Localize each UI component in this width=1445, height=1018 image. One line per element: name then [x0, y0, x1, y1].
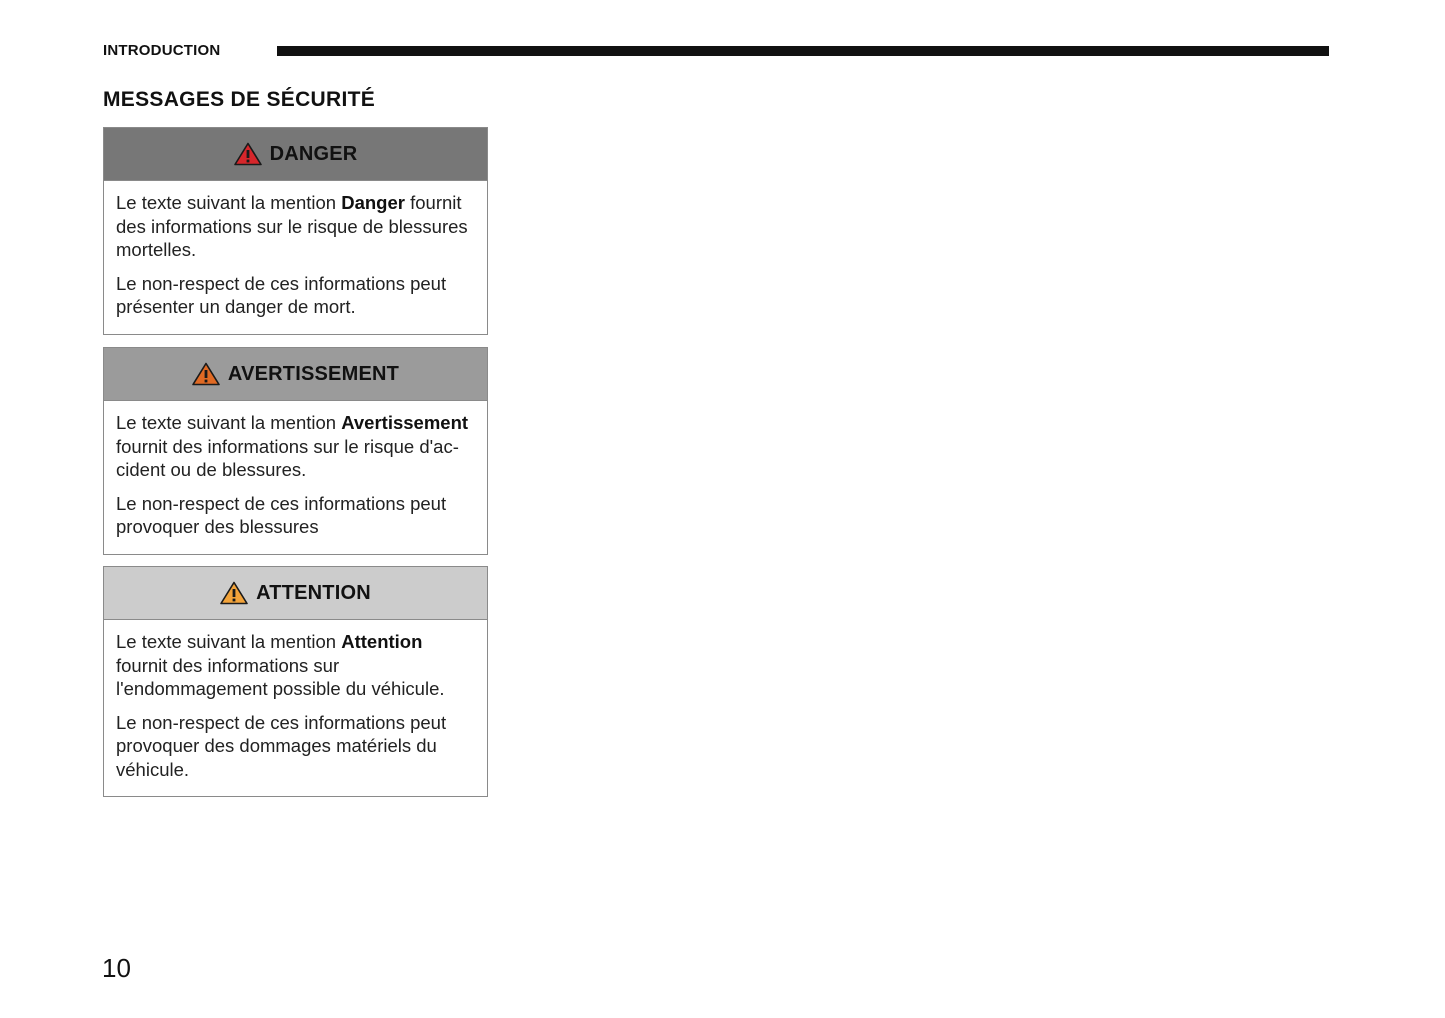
- danger-notice-header: [104, 128, 487, 181]
- page-number: 10: [102, 953, 131, 983]
- header-rule: [277, 46, 1329, 56]
- caution-p1-keyword: Attention: [341, 631, 423, 652]
- warning-notice-label: AVERTISSEMENT: [227, 362, 400, 385]
- caution-p1-text-start: Le texte suivant la mention: [116, 631, 342, 652]
- danger-notice-label: DANGER: [269, 142, 358, 165]
- warning-p1-keyword: Avertissement: [341, 412, 469, 433]
- warning-p1-text-start: Le texte suivant la mention: [116, 412, 342, 433]
- danger-notice-paragraph-2: Le non-respect de ces informations peut présenter un danger de mort.: [116, 272, 447, 317]
- caution-p1-text-end: fournit des informations sur l'endommagement possible du véhicule.: [116, 654, 445, 699]
- danger-p1-text-start: Le texte suivant la mention: [116, 192, 342, 213]
- danger-p1-keyword: Danger: [341, 192, 405, 213]
- caution-notice-paragraph-1: [116, 630, 475, 701]
- running-head: INTRODUCTION: [103, 42, 221, 59]
- warning-notice-body: [104, 401, 487, 549]
- danger-notice-paragraph-1: [116, 191, 475, 262]
- warning-notice-header: [104, 348, 487, 401]
- caution-notice-header: [104, 567, 487, 620]
- warning-p1-text-end: fournit des informations sur le risque d'ac-cident ou de blessures.: [116, 435, 459, 480]
- danger-p1-text-end: fournit des informations sur le risque de blessures mortelles.: [116, 192, 468, 260]
- danger-notice-body: [104, 181, 487, 329]
- warning-triangle-orange-icon: [192, 362, 220, 386]
- caution-notice-body: [104, 620, 487, 791]
- caution-notice-paragraph-2: Le non-respect de ces informations peut provoquer des dommages matériels du véhicule.: [116, 711, 447, 780]
- warning-triangle-red-icon: [234, 142, 262, 166]
- caution-notice: [103, 566, 488, 797]
- warning-notice-paragraph-1: [116, 411, 475, 482]
- section-title: MESSAGES DE SÉCURITÉ: [103, 88, 376, 111]
- warning-notice: [103, 347, 488, 555]
- danger-notice: [103, 127, 488, 335]
- warning-notice-paragraph-2: Le non-respect de ces informations peut provoquer des blessures: [116, 492, 447, 537]
- warning-triangle-yellow-icon: [220, 581, 248, 605]
- caution-notice-label: ATTENTION: [256, 581, 371, 604]
